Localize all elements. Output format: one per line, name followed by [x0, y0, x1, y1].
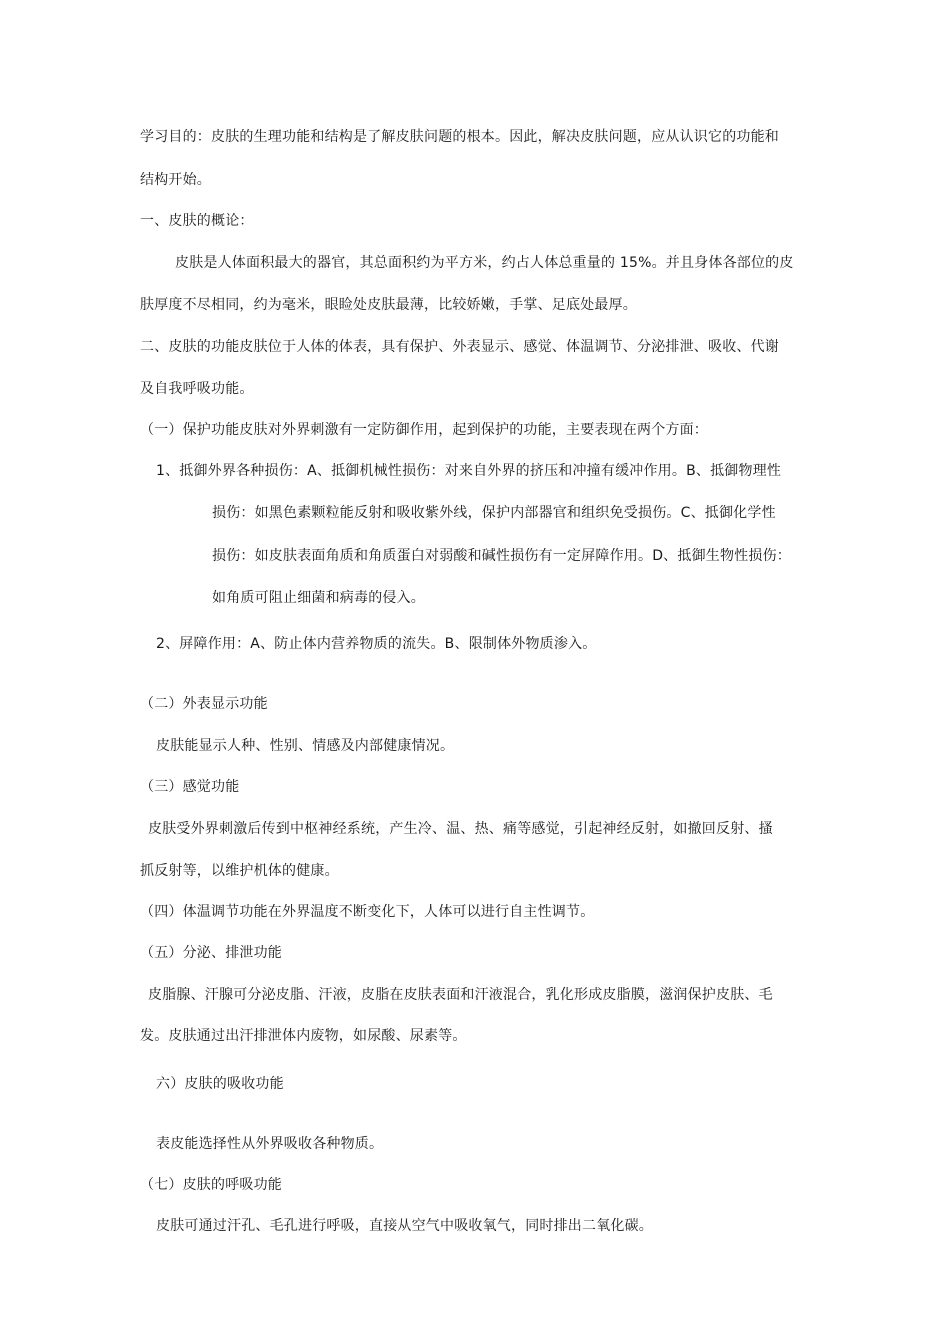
text-line: 皮肤是人体面积最大的器官，其总面积约为平方米，约占人体总重量的 15%。并且身体各部位的皮: [175, 255, 794, 271]
list-item: 2、屏障作用：A、防止体内营养物质的流失。B、限制体外物质渗入。: [156, 636, 597, 652]
subsection-heading: （七）皮肤的呼吸功能: [140, 1177, 282, 1193]
text-line: 表皮能选择性从外界吸收各种物质。: [156, 1136, 384, 1152]
text-line: 及自我呼吸功能。: [140, 381, 254, 397]
text-line: 发。皮肤通过出汗排泄体内废物，如尿酸、尿素等。: [140, 1028, 467, 1044]
text-line: 抓反射等，以维护机体的健康。: [140, 863, 339, 879]
text-line: 皮肤能显示人种、性别、情感及内部健康情况。: [156, 738, 455, 754]
subsection-heading: 六）皮肤的吸收功能: [156, 1076, 284, 1092]
text-line: 结构开始。: [140, 172, 211, 188]
list-item-continuation: 损伤：如皮肤表面角质和角质蛋白对弱酸和碱性损伤有一定屏障作用。D、抵御生物性损伤：: [212, 548, 791, 564]
list-item-continuation: 损伤：如黑色素颗粒能反射和吸收紫外线，保护内部器官和组织免受损伤。C、抵御化学性: [212, 505, 776, 521]
text-line: 皮肤受外界刺激后传到中枢神经系统，产生冷、温、热、痛等感觉，引起神经反射，如撤回反射、搔: [148, 821, 773, 837]
text-line: 学习目的：皮肤的生理功能和结构是了解皮肤问题的根本。因此，解决皮肤问题，应从认识它的功能和: [140, 129, 779, 145]
text-line: 皮肤可通过汗孔、毛孔进行呼吸，直接从空气中吸收氧气，同时排出二氧化碳。: [156, 1218, 653, 1234]
text-line: 肤厚度不尽相同，约为毫米，眼睑处皮肤最薄，比较娇嫩，手掌、足底处最厚。: [140, 297, 637, 313]
text-line: 皮脂腺、汗腺可分泌皮脂、汗液，皮脂在皮肤表面和汗液混合，乳化形成皮脂膜，滋润保护皮肤、毛: [148, 987, 773, 1003]
section-heading: 二、皮肤的功能皮肤位于人体的体表，具有保护、外表显示、感觉、体温调节、分泌排泄、吸收、代谢: [140, 339, 779, 355]
list-item-continuation: 如角质可阻止细菌和病毒的侵入。: [212, 590, 425, 606]
subsection-heading: （二）外表显示功能: [140, 696, 268, 712]
subsection-heading: （四）体温调节功能在外界温度不断变化下，人体可以进行自主性调节。: [140, 904, 595, 920]
subsection-heading: （五）分泌、排泄功能: [140, 945, 282, 961]
section-heading: 一、皮肤的概论：: [140, 213, 254, 229]
subsection-heading: （一）保护功能皮肤对外界刺激有一定防御作用，起到保护的功能，主要表现在两个方面：: [140, 422, 708, 438]
subsection-heading: （三）感觉功能: [140, 779, 240, 795]
list-item: 1、抵御外界各种损伤：A、抵御机械性损伤：对来自外界的挤压和冲撞有缓冲作用。B、抵御物理性: [156, 463, 782, 479]
